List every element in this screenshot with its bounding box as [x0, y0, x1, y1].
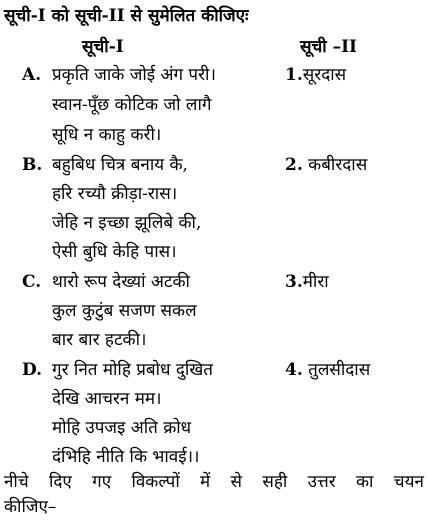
item-c-line-3: बार बार हटकी। [52, 330, 147, 350]
instruction-word: से [230, 472, 243, 492]
instruction-word: गए [92, 472, 112, 492]
instruction-word: में [200, 472, 211, 492]
item-d-line-1: गुर नित मोहि प्रबोध दुखित [52, 360, 213, 380]
instruction-line-1 [4, 470, 424, 495]
question-heading: सूची-I को सूची-II से सुमेलित कीजिएः [4, 6, 249, 26]
list2-item-2-text: कबीरदास [308, 155, 368, 175]
list2-item-2-number: 2. [285, 155, 303, 175]
list2-item-1-text: सूरदास [302, 65, 347, 85]
instruction-word: चयन [393, 472, 424, 492]
item-a-line-3: सूधि न काहु करी। [52, 125, 162, 145]
item-b-line-2: हरि रच्यौ क्रीड़ा-रास। [52, 184, 178, 204]
item-c-line-2: कुल कुटुंब सजण सकल [52, 301, 197, 321]
item-b-line-3: जेहि न इच्छा झूलिबे की, [52, 213, 202, 233]
instruction-word: का [356, 472, 374, 492]
list2-item-4-text: तुलसीदास [308, 360, 371, 380]
list2-item-1 [285, 63, 346, 87]
instruction-word: विकल्पों [131, 472, 180, 492]
list2-item-4-number: 4. [285, 360, 303, 380]
list1-header: सूची-I [82, 37, 124, 57]
item-a-line-1: प्रकृति जाके जोई अंग परी। [52, 65, 216, 85]
item-d-line-3: मोहि उपजइ अति क्रोध [52, 418, 192, 438]
list2-item-3-number: 3. [285, 272, 303, 292]
item-d-line-2: देखि आचरन मम। [52, 389, 162, 409]
list2-item-4 [285, 358, 370, 382]
item-b-letter: B. [22, 155, 43, 175]
item-c-letter: C. [22, 272, 42, 292]
instruction-word: दिए [48, 472, 72, 492]
item-d-letter: D. [22, 360, 43, 380]
list2-item-1-number: 1. [285, 65, 303, 85]
list2-item-3 [285, 270, 329, 294]
item-b-line-4: ऐसी बुधि केहि पास। [52, 242, 177, 262]
list2-item-3-text: मीरा [302, 272, 329, 292]
instruction-text [4, 470, 424, 520]
instruction-word: नीचे [4, 472, 29, 492]
item-a-line-2: स्वान-पूँछ कोटिक जो लागै [52, 95, 212, 115]
item-b-line-1: बहुबिध चित्र बनाय कै, [52, 155, 188, 175]
list2-header: सूची –II [300, 37, 358, 57]
instruction-line-2: कीजिए– [4, 497, 57, 517]
instruction-word: सही [262, 472, 288, 492]
instruction-word: उत्तर [307, 472, 336, 492]
list2-item-2 [285, 153, 367, 177]
item-c-line-1: थारो रूप देख्यां अटकी [52, 272, 190, 292]
item-a-letter: A. [22, 65, 42, 85]
item-d-line-4: दंभिहि नीति कि भावई।। [52, 447, 200, 467]
